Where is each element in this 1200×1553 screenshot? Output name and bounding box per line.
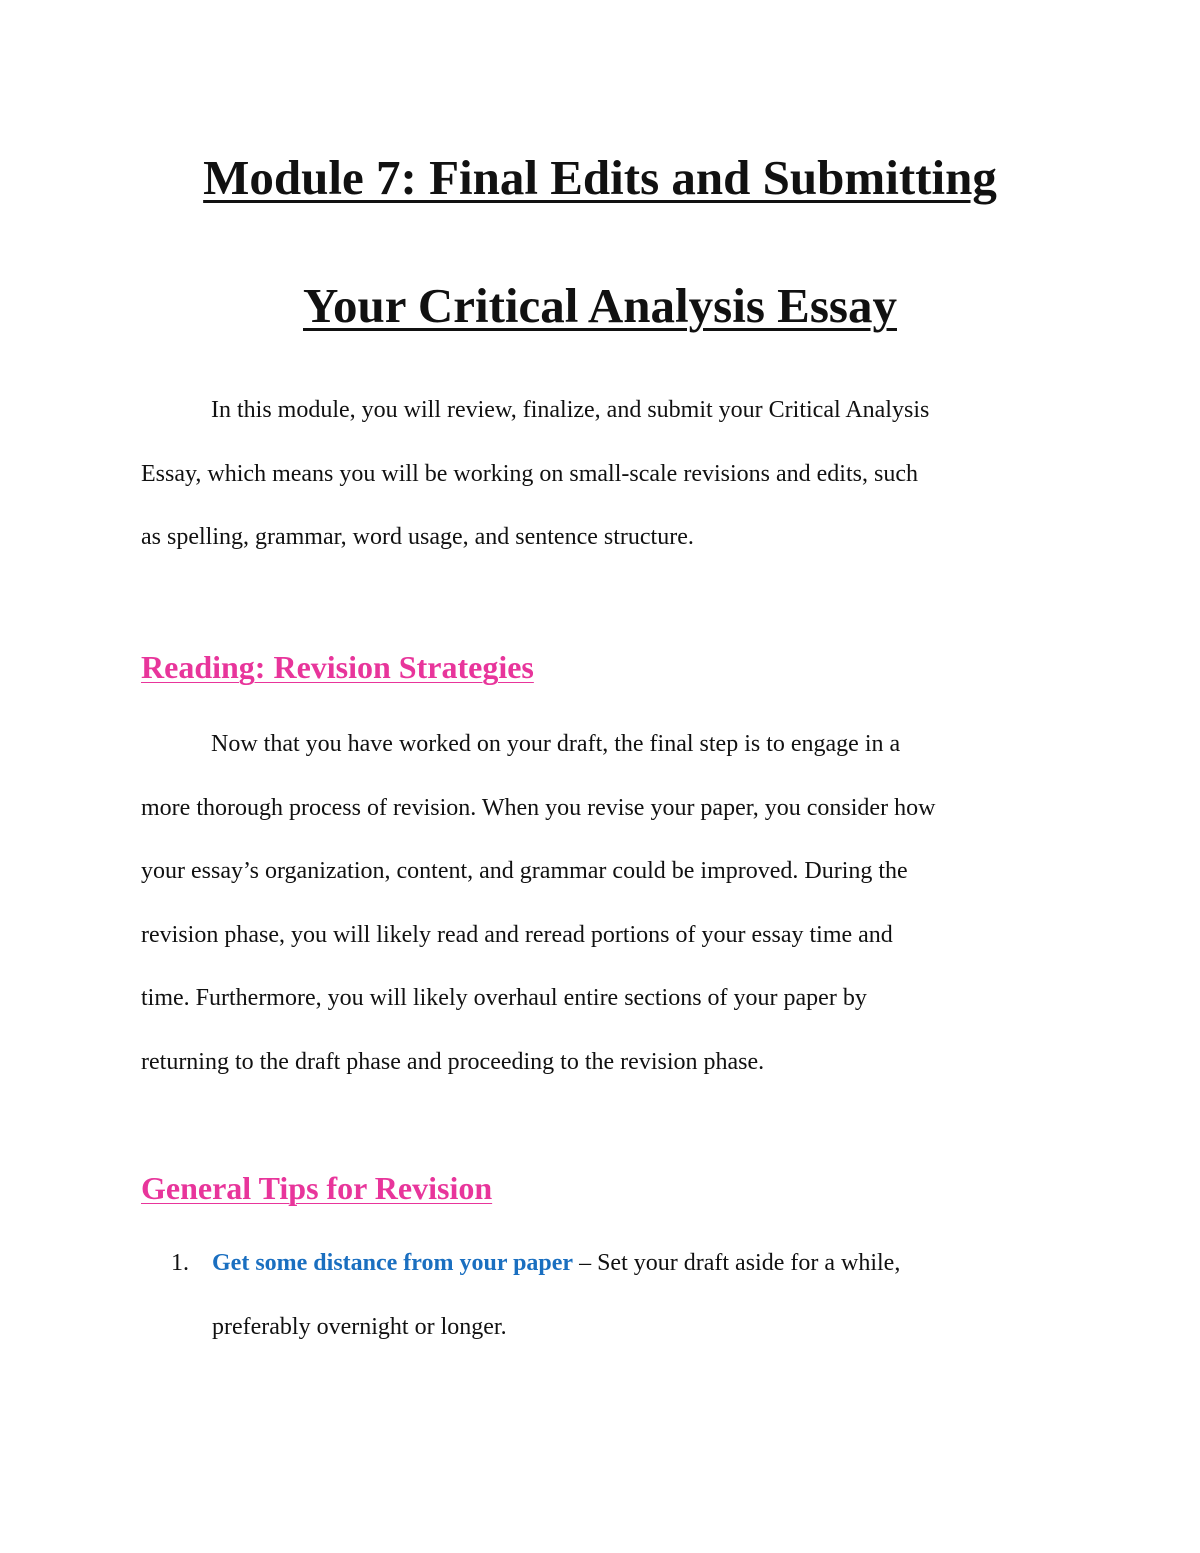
intro-paragraph: [141, 379, 1081, 570]
paragraph-line: returning to the draft phase and proceeding to the revision phase.: [141, 1048, 765, 1075]
revision-strategies-paragraph: [141, 713, 1081, 1094]
list-item-text: – Set your draft aside for a while,: [573, 1250, 901, 1276]
list-item-number: 1.: [171, 1250, 189, 1276]
document-title-line-2: Your Critical Analysis Essay: [303, 278, 897, 333]
list-item-line: preferably overnight or longer.: [212, 1313, 507, 1340]
list-item-body: [212, 1232, 1081, 1359]
paragraph-line: time. Furthermore, you will likely overhaul entire sections of your paper by: [141, 985, 867, 1011]
section-heading-revision-strategies: Reading: Revision Strategies: [141, 649, 534, 685]
paragraph-line: your essay’s organization, content, and grammar could be improved. During the: [141, 858, 908, 884]
intro-line: as spelling, grammar, word usage, and sentence structure.: [141, 524, 694, 550]
paragraph-line: more thorough process of revision. When you revise your paper, you consider how: [141, 794, 936, 821]
intro-line: In this module, you will review, finalize, and submit your Critical Analysis: [211, 397, 930, 423]
list-item: [141, 1232, 1081, 1359]
paragraph-line: revision phase, you will likely read and reread portions of your essay time and: [141, 921, 893, 948]
document-title-line-1: Module 7: Final Edits and Submitting: [203, 150, 997, 205]
paragraph-line: Now that you have worked on your draft, the final step is to engage in a: [211, 731, 901, 757]
list-item-emphasis: Get some distance from your paper: [212, 1250, 574, 1276]
intro-line: Essay, which means you will be working on small-scale revisions and edits, such: [141, 460, 918, 487]
list-item-line: [212, 1232, 1081, 1296]
section-heading-general-tips: General Tips for Revision: [141, 1170, 493, 1206]
revision-tips-list: [141, 1232, 1081, 1359]
